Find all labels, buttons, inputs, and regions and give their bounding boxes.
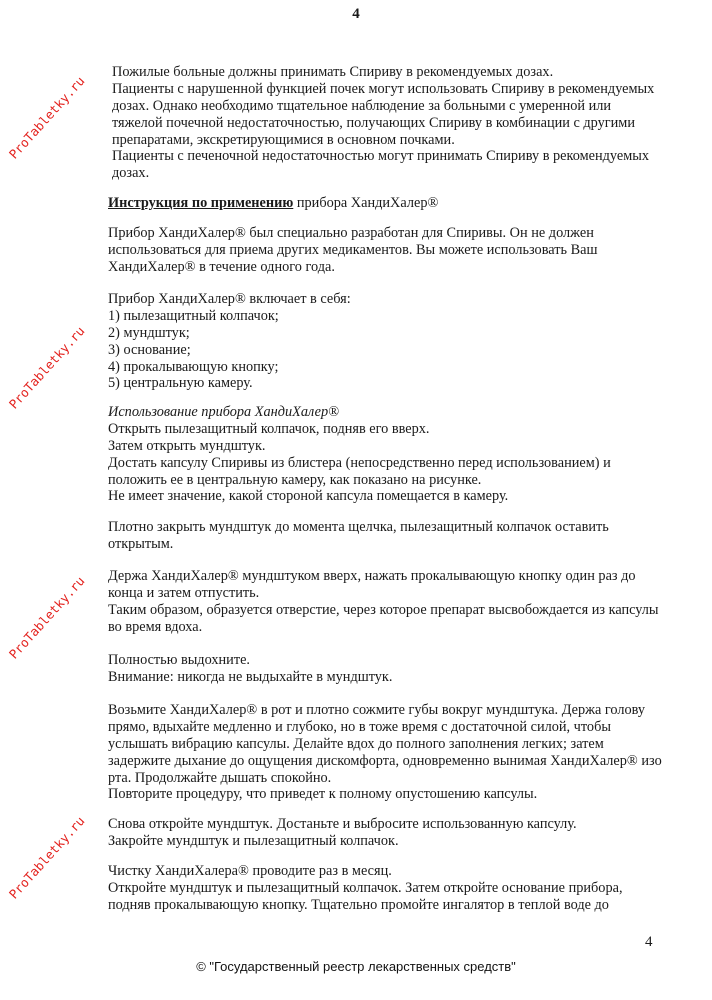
text-line: ХандиХалер® в течение одного года. xyxy=(108,258,335,275)
paragraph-discard xyxy=(108,816,577,850)
paragraph-cleaning xyxy=(108,863,623,914)
paragraph-usage xyxy=(108,404,611,505)
text-line: услышать вибрацию капсулы. Делайте вдох до полного заполнения легких; затем xyxy=(108,735,604,752)
heading-bold: Инструкция по применению xyxy=(108,195,294,211)
text-line: Чистку ХандиХалера® проводите раз в месяц. xyxy=(108,863,392,879)
watermark: ProTabletky.ru xyxy=(5,813,88,902)
watermark: ProTabletky.ru xyxy=(5,73,88,162)
text-line: Возьмите ХандиХалер® в рот и плотно сожмите губы вокруг мундштука. Держа голову xyxy=(108,702,646,718)
watermark: ProTabletky.ru xyxy=(5,573,88,662)
text-line: Прибор ХандиХалер® был специально разработан для Спиривы. Он не должен xyxy=(108,225,594,241)
paragraph-dosage xyxy=(112,64,654,182)
list-item: 2) мундштук; xyxy=(108,324,190,341)
text-line: Откройте мундштук и пылезащитный колпачок. Затем откройте основание прибора, xyxy=(108,879,623,896)
text-line: Повторите процедуру, что приведет к полному опустошению капсулы. xyxy=(108,786,538,803)
text-line: открытым. xyxy=(108,535,174,552)
text-line: Плотно закрыть мундштук до момента щелчка, пылезащитный колпачок оставить xyxy=(108,519,609,535)
page-number-bottom: 4 xyxy=(645,934,653,950)
list-item: 5) центральную камеру. xyxy=(108,375,253,392)
paragraph-intro xyxy=(108,225,597,276)
text-line: рта. Продолжайте дышать спокойно. xyxy=(108,769,332,786)
footer-copyright: © "Государственный реестр лекарственных средств" xyxy=(196,959,516,974)
text-line: Таким образом, образуется отверстие, через которое препарат высвобождается из капсулы xyxy=(108,601,659,618)
text-line: дозах. xyxy=(112,165,150,182)
page-number-top: 4 xyxy=(352,6,360,22)
text-line: Закройте мундштук и пылезащитный колпачок. xyxy=(108,832,399,849)
list-item: 4) прокалывающую кнопку; xyxy=(108,358,279,375)
paragraph-exhale xyxy=(108,652,392,686)
text-line: Прибор ХандиХалер® включает в себя: xyxy=(108,291,351,307)
text-line: Открыть пылезащитный колпачок, подняв его вверх. xyxy=(108,420,430,437)
text-line: Не имеет значение, какой стороной капсула помещается в камеру. xyxy=(108,488,509,505)
text-line: задержите дыхание до ощущения дискомфорта, одновременно вынимая ХандиХалер® изо xyxy=(108,752,662,769)
text-line: Достать капсулу Спиривы из блистера (непосредственно перед использованием) и xyxy=(108,454,611,471)
paragraph-close xyxy=(108,519,609,553)
heading-rest: прибора ХандиХалер® xyxy=(293,195,439,211)
text-line: подняв прокалывающую кнопку. Тщательно промойте ингалятор в теплой воде до xyxy=(108,896,609,913)
paragraph-inhale xyxy=(108,702,662,803)
text-line: препаратами, экскретирующимися в основном почками. xyxy=(112,131,455,148)
text-line: конца и затем отпустить. xyxy=(108,584,260,601)
section-heading xyxy=(108,195,438,212)
text-line: положить ее в центральную камеру, как показано на рисунке. xyxy=(108,471,482,488)
text-line: Пациенты с печеночной недостаточностью могут принимать Спириву в рекомендуемых xyxy=(112,148,650,165)
list-item: 1) пылезащитный колпачок; xyxy=(108,307,279,324)
subheading: Использование прибора ХандиХалер® xyxy=(108,404,339,420)
text-line: дозах. Однако необходимо тщательное наблюдение за больными с умеренной или xyxy=(112,97,612,114)
text-line: прямо, вдыхайте медленно и глубоко, но в тоже время с достаточной силой, чтобы xyxy=(108,718,611,735)
text-line: тяжелой почечной недостаточностью, получающих Спириву в комбинации с другими xyxy=(112,114,636,131)
text-line: Пожилые больные должны принимать Спириву в рекомендуемых дозах. xyxy=(112,64,554,80)
paragraph-pierce xyxy=(108,568,659,636)
text-line: Затем открыть мундштук. xyxy=(108,437,266,454)
text-line: Полностью выдохните. xyxy=(108,652,250,668)
paragraph-components xyxy=(108,291,351,392)
list-item: 3) основание; xyxy=(108,341,191,358)
text-line: Держа ХандиХалер® мундштуком вверх, нажать прокалывающую кнопку один раз до xyxy=(108,568,636,584)
text-line: Внимание: никогда не выдыхайте в мундштук. xyxy=(108,668,393,685)
text-line: Снова откройте мундштук. Достаньте и выбросите использованную капсулу. xyxy=(108,816,577,832)
text-line: использоваться для приема других медикаментов. Вы можете использовать Ваш xyxy=(108,241,598,258)
watermark: ProTabletky.ru xyxy=(5,323,88,412)
text-line: во время вдоха. xyxy=(108,618,203,635)
text-line: Пациенты с нарушенной функцией почек могут использовать Спириву в рекомендуемых xyxy=(112,80,655,97)
